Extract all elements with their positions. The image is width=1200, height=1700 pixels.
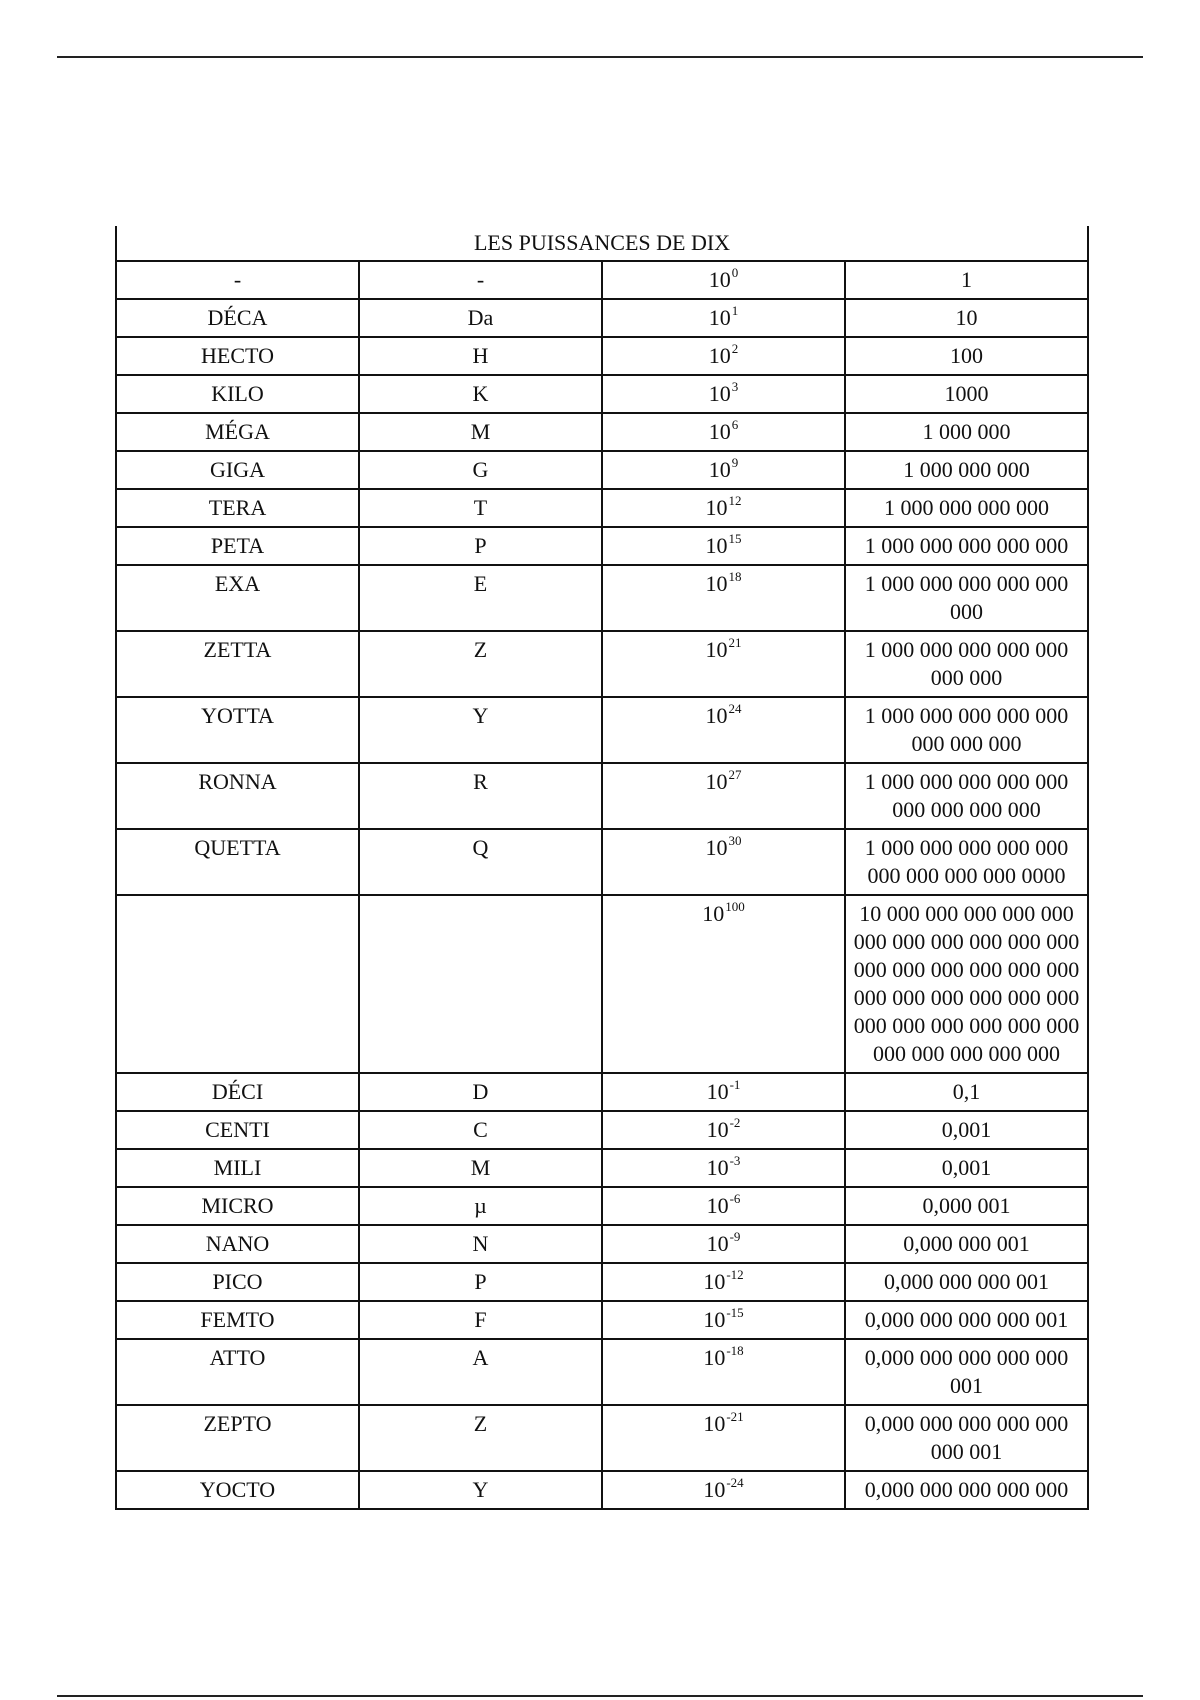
power-base: 10 bbox=[703, 1307, 726, 1332]
power-exponent: -24 bbox=[726, 1474, 744, 1490]
symbol-cell bbox=[359, 895, 602, 1073]
table-row bbox=[116, 1187, 1088, 1225]
symbol-cell: F bbox=[359, 1301, 602, 1339]
value-cell: 0,000 000 000 000 000 001 bbox=[845, 1339, 1088, 1405]
power-cell bbox=[602, 337, 845, 375]
table-row bbox=[116, 1339, 1088, 1405]
symbol-cell: M bbox=[359, 413, 602, 451]
power-exponent: -2 bbox=[729, 1114, 741, 1130]
symbol-cell: Y bbox=[359, 1471, 602, 1509]
value-cell: 1 bbox=[845, 261, 1088, 299]
value-cell: 100 bbox=[845, 337, 1088, 375]
power-base: 10 bbox=[705, 703, 728, 728]
value-cell: 0,000 001 bbox=[845, 1187, 1088, 1225]
power-cell bbox=[602, 1339, 845, 1405]
power-base: 10 bbox=[705, 571, 728, 596]
power-base: 10 bbox=[703, 1477, 726, 1502]
table-row bbox=[116, 631, 1088, 697]
power-exponent: 27 bbox=[728, 766, 742, 782]
power-exponent: 12 bbox=[728, 492, 742, 508]
power-base: 10 bbox=[706, 1117, 729, 1142]
power-cell bbox=[602, 763, 845, 829]
power-base: 10 bbox=[703, 1345, 726, 1370]
prefix-cell: PICO bbox=[116, 1263, 359, 1301]
power-base: 10 bbox=[708, 457, 731, 482]
power-exponent: -15 bbox=[726, 1304, 744, 1320]
power-cell bbox=[602, 1405, 845, 1471]
symbol-cell: R bbox=[359, 763, 602, 829]
symbol-cell: Y bbox=[359, 697, 602, 763]
prefix-cell: PETA bbox=[116, 527, 359, 565]
symbol-cell: T bbox=[359, 489, 602, 527]
power-exponent: 21 bbox=[728, 634, 742, 650]
value-cell: 1 000 000 000 000 000 000 000 000 bbox=[845, 697, 1088, 763]
symbol-cell: K bbox=[359, 375, 602, 413]
value-cell: 1 000 000 000 000 000 000 000 bbox=[845, 631, 1088, 697]
value-cell: 1 000 000 000 bbox=[845, 451, 1088, 489]
power-base: 10 bbox=[708, 381, 731, 406]
table-row bbox=[116, 1263, 1088, 1301]
table-row bbox=[116, 1471, 1088, 1509]
power-exponent: -21 bbox=[726, 1408, 744, 1424]
table-title: LES PUISSANCES DE DIX bbox=[116, 226, 1088, 261]
power-exponent: 24 bbox=[728, 700, 742, 716]
power-exponent: 30 bbox=[728, 832, 742, 848]
table-row bbox=[116, 1405, 1088, 1471]
value-cell: 1 000 000 000 000 000 000 000 000 000 0000 bbox=[845, 829, 1088, 895]
prefix-cell: QUETTA bbox=[116, 829, 359, 895]
power-exponent: 9 bbox=[731, 454, 739, 470]
power-base: 10 bbox=[705, 835, 728, 860]
value-cell: 10 000 000 000 000 000 000 000 000 000 000 000 000 000 000 000 000 000 000 000 000 000 000 000 000 000 000 000 000 000 000 000 000 000 000 bbox=[845, 895, 1088, 1073]
prefix-cell: DÉCI bbox=[116, 1073, 359, 1111]
value-cell: 0,1 bbox=[845, 1073, 1088, 1111]
table-row bbox=[116, 697, 1088, 763]
symbol-cell: Z bbox=[359, 1405, 602, 1471]
power-cell bbox=[602, 1225, 845, 1263]
power-base: 10 bbox=[708, 419, 731, 444]
power-cell bbox=[602, 1187, 845, 1225]
prefix-cell: EXA bbox=[116, 565, 359, 631]
header-rule bbox=[57, 56, 1143, 58]
prefix-cell: MILI bbox=[116, 1149, 359, 1187]
power-exponent: 0 bbox=[731, 264, 739, 280]
footer-rule bbox=[57, 1695, 1143, 1697]
table-row bbox=[116, 261, 1088, 299]
power-cell bbox=[602, 565, 845, 631]
power-base: 10 bbox=[703, 1411, 726, 1436]
table-row bbox=[116, 895, 1088, 1073]
power-base: 10 bbox=[705, 495, 728, 520]
prefix-cell: MÉGA bbox=[116, 413, 359, 451]
table-row bbox=[116, 489, 1088, 527]
prefix-cell: YOTTA bbox=[116, 697, 359, 763]
power-base: 10 bbox=[705, 769, 728, 794]
power-cell bbox=[602, 697, 845, 763]
symbol-cell: E bbox=[359, 565, 602, 631]
power-base: 10 bbox=[708, 305, 731, 330]
powers-of-ten-table bbox=[115, 226, 1089, 1510]
prefix-cell: - bbox=[116, 261, 359, 299]
power-cell bbox=[602, 527, 845, 565]
value-cell: 10 bbox=[845, 299, 1088, 337]
symbol-cell: D bbox=[359, 1073, 602, 1111]
table-row bbox=[116, 413, 1088, 451]
power-cell bbox=[602, 829, 845, 895]
prefix-cell: CENTI bbox=[116, 1111, 359, 1149]
power-cell bbox=[602, 895, 845, 1073]
power-base: 10 bbox=[708, 343, 731, 368]
power-exponent: 100 bbox=[725, 898, 745, 914]
table-row bbox=[116, 337, 1088, 375]
table-row bbox=[116, 527, 1088, 565]
power-exponent: 15 bbox=[728, 530, 742, 546]
power-cell bbox=[602, 1301, 845, 1339]
table-row bbox=[116, 299, 1088, 337]
prefix-cell: RONNA bbox=[116, 763, 359, 829]
table-row bbox=[116, 829, 1088, 895]
prefix-cell: KILO bbox=[116, 375, 359, 413]
table-row bbox=[116, 1225, 1088, 1263]
symbol-cell: C bbox=[359, 1111, 602, 1149]
value-cell: 0,000 000 000 000 000 bbox=[845, 1471, 1088, 1509]
value-cell: 0,001 bbox=[845, 1111, 1088, 1149]
symbol-cell: N bbox=[359, 1225, 602, 1263]
power-exponent: -6 bbox=[729, 1190, 741, 1206]
value-cell: 0,000 000 000 000 001 bbox=[845, 1301, 1088, 1339]
prefix-cell bbox=[116, 895, 359, 1073]
symbol-cell: P bbox=[359, 1263, 602, 1301]
table-body bbox=[116, 261, 1088, 1509]
power-cell bbox=[602, 489, 845, 527]
value-cell: 0,000 000 001 bbox=[845, 1225, 1088, 1263]
prefix-cell: GIGA bbox=[116, 451, 359, 489]
power-exponent: -18 bbox=[726, 1342, 744, 1358]
power-exponent: 2 bbox=[731, 340, 739, 356]
power-exponent: 3 bbox=[731, 378, 739, 394]
power-exponent: -1 bbox=[729, 1076, 741, 1092]
table-row bbox=[116, 1149, 1088, 1187]
power-cell bbox=[602, 631, 845, 697]
power-base: 10 bbox=[706, 1079, 729, 1104]
table-row bbox=[116, 565, 1088, 631]
power-exponent: -3 bbox=[729, 1152, 741, 1168]
table-row bbox=[116, 451, 1088, 489]
value-cell: 1 000 000 000 000 000 000 bbox=[845, 565, 1088, 631]
power-exponent: 18 bbox=[728, 568, 742, 584]
value-cell: 0,000 000 000 001 bbox=[845, 1263, 1088, 1301]
value-cell: 1 000 000 bbox=[845, 413, 1088, 451]
power-cell bbox=[602, 1111, 845, 1149]
table-row bbox=[116, 1073, 1088, 1111]
prefix-cell: HECTO bbox=[116, 337, 359, 375]
symbol-cell: H bbox=[359, 337, 602, 375]
table-row bbox=[116, 763, 1088, 829]
power-exponent: -9 bbox=[729, 1228, 741, 1244]
prefix-cell: FEMTO bbox=[116, 1301, 359, 1339]
prefix-cell: DÉCA bbox=[116, 299, 359, 337]
value-cell: 1 000 000 000 000 000 000 000 000 000 bbox=[845, 763, 1088, 829]
power-exponent: -12 bbox=[726, 1266, 744, 1282]
symbol-cell: - bbox=[359, 261, 602, 299]
table-row bbox=[116, 375, 1088, 413]
power-base: 10 bbox=[708, 267, 731, 292]
prefix-cell: ATTO bbox=[116, 1339, 359, 1405]
power-cell bbox=[602, 1073, 845, 1111]
value-cell: 1000 bbox=[845, 375, 1088, 413]
power-cell bbox=[602, 451, 845, 489]
symbol-cell: Q bbox=[359, 829, 602, 895]
value-cell: 1 000 000 000 000 bbox=[845, 489, 1088, 527]
power-cell bbox=[602, 299, 845, 337]
power-cell bbox=[602, 375, 845, 413]
power-base: 10 bbox=[705, 637, 728, 662]
power-cell bbox=[602, 1471, 845, 1509]
symbol-cell: A bbox=[359, 1339, 602, 1405]
power-exponent: 1 bbox=[731, 302, 739, 318]
power-base: 10 bbox=[706, 1155, 729, 1180]
symbol-cell: P bbox=[359, 527, 602, 565]
power-base: 10 bbox=[702, 901, 725, 926]
prefix-cell: MICRO bbox=[116, 1187, 359, 1225]
prefix-cell: YOCTO bbox=[116, 1471, 359, 1509]
prefix-cell: ZEPTO bbox=[116, 1405, 359, 1471]
symbol-cell: M bbox=[359, 1149, 602, 1187]
symbol-cell: µ bbox=[359, 1187, 602, 1225]
prefix-cell: ZETTA bbox=[116, 631, 359, 697]
power-cell bbox=[602, 1149, 845, 1187]
value-cell: 1 000 000 000 000 000 bbox=[845, 527, 1088, 565]
power-exponent: 6 bbox=[731, 416, 739, 432]
power-base: 10 bbox=[706, 1231, 729, 1256]
power-base: 10 bbox=[705, 533, 728, 558]
power-base: 10 bbox=[703, 1269, 726, 1294]
symbol-cell: Z bbox=[359, 631, 602, 697]
symbol-cell: G bbox=[359, 451, 602, 489]
prefix-cell: NANO bbox=[116, 1225, 359, 1263]
table-title-row bbox=[116, 226, 1088, 261]
symbol-cell: Da bbox=[359, 299, 602, 337]
table-row bbox=[116, 1111, 1088, 1149]
power-base: 10 bbox=[706, 1193, 729, 1218]
value-cell: 0,001 bbox=[845, 1149, 1088, 1187]
power-cell bbox=[602, 1263, 845, 1301]
table-row bbox=[116, 1301, 1088, 1339]
power-cell bbox=[602, 413, 845, 451]
power-cell bbox=[602, 261, 845, 299]
value-cell: 0,000 000 000 000 000 000 001 bbox=[845, 1405, 1088, 1471]
prefix-cell: TERA bbox=[116, 489, 359, 527]
